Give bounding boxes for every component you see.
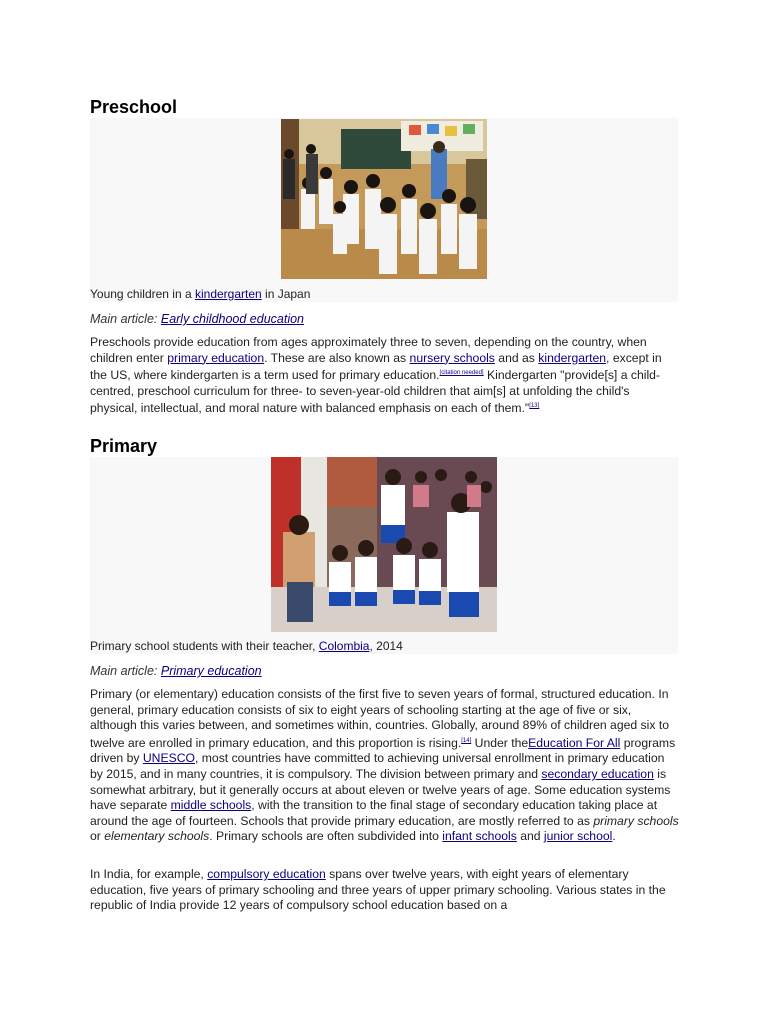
junior-school-link[interactable]: junior school [543,829,613,844]
early-childhood-education-link[interactable]: Early childhood education [160,312,305,326]
compulsory-education-link[interactable]: compulsory education [207,867,326,881]
colombia-classroom-photo[interactable] [271,457,497,632]
text: Primary (or elementary) education consists of the first five to seven years of formal, structured education. In general, primary education consists of six to eight years of schooling starting at the age of five or six, although this varies between, and sometimes within, countries. Globally, around 89% of children aged six to twelve are enrolled in primary education, and this proportion is rising. [90,687,670,750]
text: Preschools provide education from ages approximately three to seven, depending on the country, when children enter [90,335,647,365]
text: and as [494,350,539,365]
reference-14[interactable]: [14] [461,737,472,744]
caption-text: Young children in a [90,287,195,301]
text: . [612,829,616,844]
education-for-all-link[interactable]: Education For All [528,735,621,750]
text: In India, for example, [90,867,208,881]
kindergarten-link[interactable]: kindergarten [538,350,607,365]
hatnote-prefix: Main article: [90,664,161,678]
caption-text: Primary school students with their teacher, [90,639,319,653]
hatnote-prefix: Main article: [90,312,161,326]
unesco-link[interactable]: UNESCO [142,751,195,766]
reference-13[interactable]: [13] [529,403,540,410]
text: . Primary schools are often subdivided into [209,829,443,844]
colombia-link[interactable]: Colombia [318,639,370,653]
kindergarten-link[interactable]: kindergarten [194,287,262,301]
preschool-paragraph [90,335,680,417]
primary-paragraph-1 [90,687,680,845]
infant-schools-link[interactable]: infant schools [442,829,517,844]
text: , with the transition to the final stage of secondary education taking place at around the age of fourteen. Schools that provide primary education, are mostly referred to as [90,798,658,828]
nursery-schools-link[interactable]: nursery schools [409,350,495,365]
preschool-caption [90,287,310,301]
text: , most countries have committed to achieving universal enrollment in primary education by 2015, and in many countries, it is compulsory. The division between primary and [90,751,665,782]
text: Under the [471,735,529,750]
primary-paragraph-2 [90,867,680,914]
middle-schools-link[interactable]: middle schools [170,798,252,813]
text: or [90,829,105,844]
primary-education-link[interactable]: primary education [167,350,265,365]
text: is somewhat arbitrary, but it generally occurs at about eleven or twelve years of age. Some education systems have separate [90,767,671,813]
kindergarten-photo[interactable] [281,119,487,279]
primary-caption [90,639,403,653]
caption-text: , 2014 [369,639,403,653]
text: . These are also known as [264,350,410,365]
citation-needed-ref[interactable]: [citation needed] [439,370,484,377]
preschool-main-article [90,312,304,326]
text: spans over twelve years, with eight years of elementary education, five years of primary schooling and three years of upper primary schooling. Various states in the republic of India provide 12 years of compulsory school education based on a [90,867,666,913]
text: , except in the US, where kindergarten is a term used for primary education. [90,350,662,383]
italic-term: primary schools [593,813,679,828]
primary-heading: Primary [90,436,158,456]
text: programs driven by [90,735,676,766]
caption-text: in Japan [261,287,311,301]
text: and [516,829,544,844]
text: Kindergarten "provide[s] a child-centred, preschool curriculum for three- to seven-year-old children that aim[s] at unfolding the child's physical, intellectual, and moral nature with balanced emphasis on each of them." [90,368,660,416]
primary-main-article [90,664,262,678]
primary-education-article-link[interactable]: Primary education [160,664,262,678]
italic-term: elementary schools [104,829,210,844]
preschool-heading: Preschool [90,97,178,117]
secondary-education-link[interactable]: secondary education [541,767,654,782]
